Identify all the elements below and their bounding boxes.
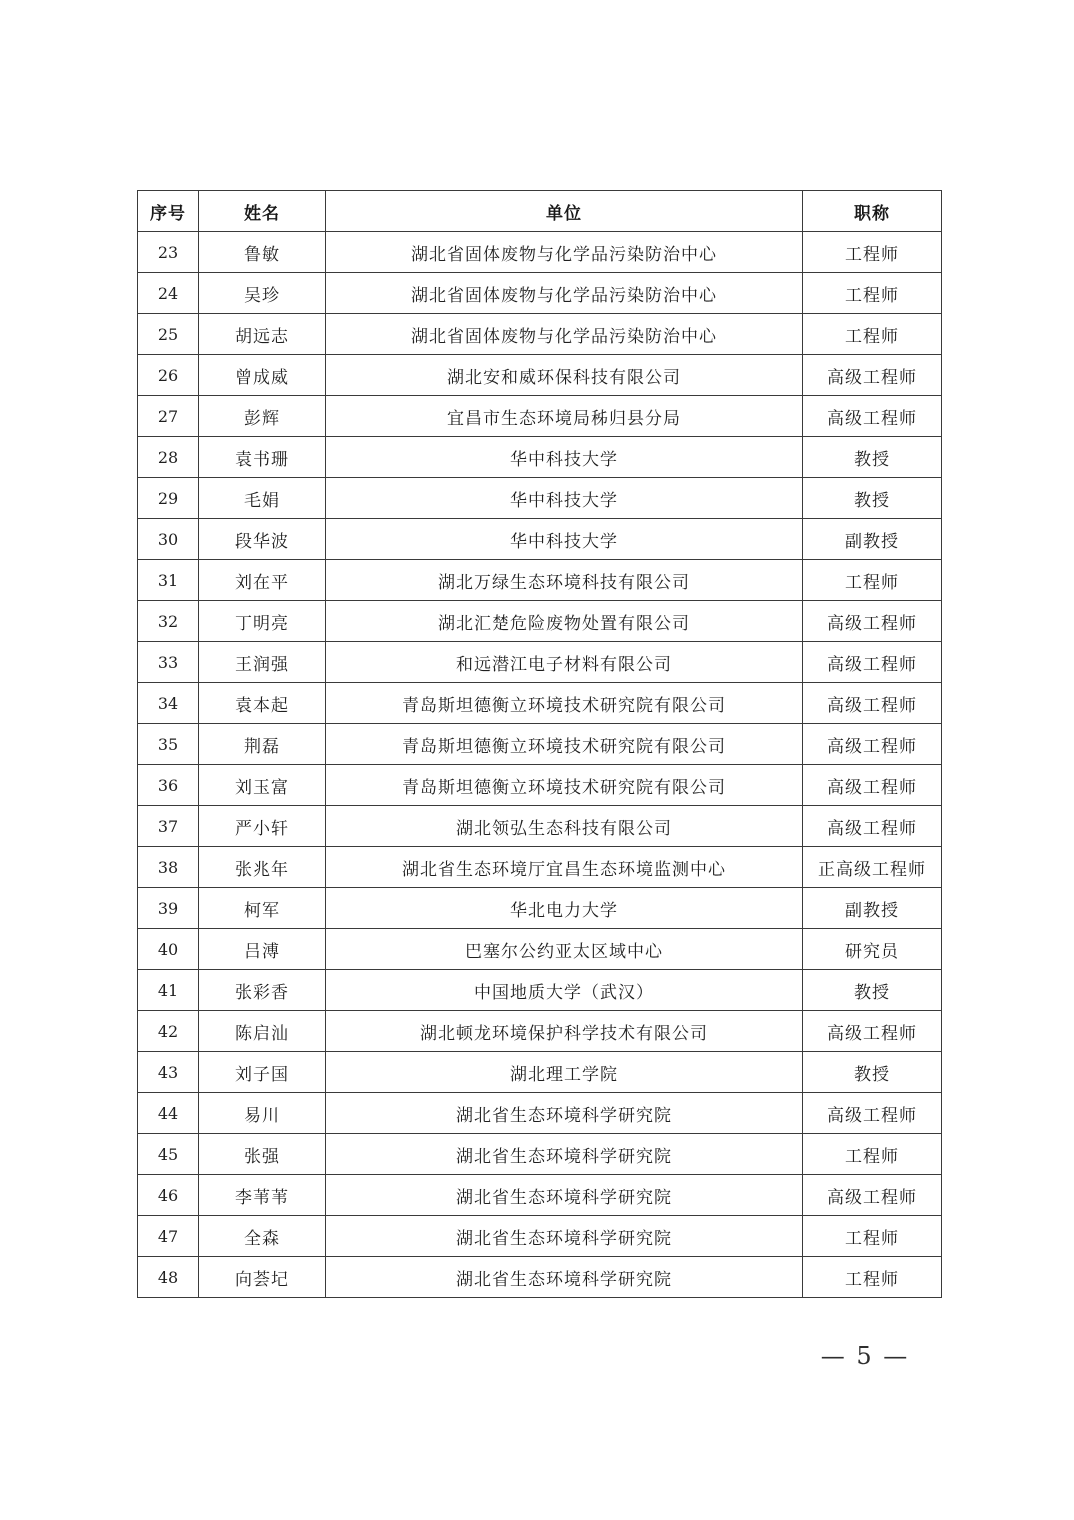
table-body <box>138 232 942 1298</box>
title-cell: 工程师 <box>803 560 942 601</box>
title-cell: 高级工程师 <box>803 601 942 642</box>
name-cell: 易川 <box>199 1093 326 1134</box>
title-cell: 副教授 <box>803 519 942 560</box>
title-cell: 副教授 <box>803 888 942 929</box>
serial-number-cell: 34 <box>138 683 199 724</box>
serial-number-cell: 37 <box>138 806 199 847</box>
serial-number-cell: 41 <box>138 970 199 1011</box>
organization-cell: 华中科技大学 <box>326 519 803 560</box>
title-cell: 教授 <box>803 478 942 519</box>
title-cell: 工程师 <box>803 1216 942 1257</box>
table-row <box>138 1011 942 1052</box>
serial-number-cell: 25 <box>138 314 199 355</box>
table-row <box>138 1134 942 1175</box>
table-row <box>138 1216 942 1257</box>
table-row <box>138 1093 942 1134</box>
title-cell: 工程师 <box>803 314 942 355</box>
title-cell: 正高级工程师 <box>803 847 942 888</box>
title-cell: 高级工程师 <box>803 1175 942 1216</box>
organization-cell: 青岛斯坦德衡立环境技术研究院有限公司 <box>326 765 803 806</box>
name-cell: 吕溥 <box>199 929 326 970</box>
name-cell: 张强 <box>199 1134 326 1175</box>
title-cell: 工程师 <box>803 1134 942 1175</box>
table-row <box>138 1175 942 1216</box>
organization-cell: 华中科技大学 <box>326 478 803 519</box>
serial-number-cell: 47 <box>138 1216 199 1257</box>
organization-cell: 湖北省生态环境科学研究院 <box>326 1257 803 1298</box>
name-cell: 张彩香 <box>199 970 326 1011</box>
table-row <box>138 478 942 519</box>
serial-number-cell: 45 <box>138 1134 199 1175</box>
name-cell: 张兆年 <box>199 847 326 888</box>
table-row <box>138 314 942 355</box>
serial-number-cell: 30 <box>138 519 199 560</box>
organization-cell: 青岛斯坦德衡立环境技术研究院有限公司 <box>326 683 803 724</box>
serial-number-cell: 31 <box>138 560 199 601</box>
serial-number-cell: 48 <box>138 1257 199 1298</box>
name-cell: 袁书珊 <box>199 437 326 478</box>
organization-cell: 湖北理工学院 <box>326 1052 803 1093</box>
table-row <box>138 724 942 765</box>
name-cell: 陈启汕 <box>199 1011 326 1052</box>
name-cell: 荆磊 <box>199 724 326 765</box>
table-row <box>138 355 942 396</box>
title-cell: 高级工程师 <box>803 642 942 683</box>
table-row <box>138 396 942 437</box>
title-cell: 工程师 <box>803 273 942 314</box>
header-title: 职称 <box>803 191 942 232</box>
name-cell: 柯军 <box>199 888 326 929</box>
table-row <box>138 888 942 929</box>
organization-cell: 中国地质大学（武汉） <box>326 970 803 1011</box>
name-cell: 刘子国 <box>199 1052 326 1093</box>
name-cell: 刘玉富 <box>199 765 326 806</box>
organization-cell: 湖北领弘生态科技有限公司 <box>326 806 803 847</box>
name-cell: 严小轩 <box>199 806 326 847</box>
table-row <box>138 683 942 724</box>
table-row <box>138 437 942 478</box>
organization-cell: 湖北省生态环境科学研究院 <box>326 1093 803 1134</box>
organization-cell: 湖北顿龙环境保护科学技术有限公司 <box>326 1011 803 1052</box>
organization-cell: 华北电力大学 <box>326 888 803 929</box>
table-header-row <box>138 191 942 232</box>
table-row <box>138 642 942 683</box>
serial-number-cell: 33 <box>138 642 199 683</box>
name-cell: 吴珍 <box>199 273 326 314</box>
organization-cell: 湖北省生态环境科学研究院 <box>326 1216 803 1257</box>
title-cell: 研究员 <box>803 929 942 970</box>
header-serial-number: 序号 <box>138 191 199 232</box>
serial-number-cell: 43 <box>138 1052 199 1093</box>
name-cell: 李苇苇 <box>199 1175 326 1216</box>
name-cell: 丁明亮 <box>199 601 326 642</box>
serial-number-cell: 39 <box>138 888 199 929</box>
table-row <box>138 929 942 970</box>
name-cell: 曾成威 <box>199 355 326 396</box>
serial-number-cell: 42 <box>138 1011 199 1052</box>
name-cell: 彭辉 <box>199 396 326 437</box>
title-cell: 高级工程师 <box>803 396 942 437</box>
title-cell: 高级工程师 <box>803 724 942 765</box>
organization-cell: 湖北省固体废物与化学品污染防治中心 <box>326 314 803 355</box>
name-cell: 向荟圮 <box>199 1257 326 1298</box>
organization-cell: 湖北省生态环境科学研究院 <box>326 1175 803 1216</box>
table-row <box>138 273 942 314</box>
serial-number-cell: 40 <box>138 929 199 970</box>
table-row <box>138 1052 942 1093</box>
title-cell: 高级工程师 <box>803 683 942 724</box>
title-cell: 高级工程师 <box>803 355 942 396</box>
table-row <box>138 601 942 642</box>
serial-number-cell: 46 <box>138 1175 199 1216</box>
name-cell: 段华波 <box>199 519 326 560</box>
table-row <box>138 970 942 1011</box>
organization-cell: 湖北省生态环境厅宜昌生态环境监测中心 <box>326 847 803 888</box>
page-number: — 5 — <box>820 1342 910 1370</box>
name-cell: 刘在平 <box>199 560 326 601</box>
title-cell: 教授 <box>803 970 942 1011</box>
header-name: 姓名 <box>199 191 326 232</box>
serial-number-cell: 35 <box>138 724 199 765</box>
table-row <box>138 1257 942 1298</box>
organization-cell: 华中科技大学 <box>326 437 803 478</box>
serial-number-cell: 36 <box>138 765 199 806</box>
table-row <box>138 765 942 806</box>
organization-cell: 巴塞尔公约亚太区域中心 <box>326 929 803 970</box>
name-cell: 袁本起 <box>199 683 326 724</box>
organization-cell: 湖北省固体废物与化学品污染防治中心 <box>326 232 803 273</box>
serial-number-cell: 24 <box>138 273 199 314</box>
header-organization: 单位 <box>326 191 803 232</box>
organization-cell: 湖北安和威环保科技有限公司 <box>326 355 803 396</box>
name-cell: 毛娟 <box>199 478 326 519</box>
roster-table <box>137 190 942 1298</box>
organization-cell: 湖北万绿生态环境科技有限公司 <box>326 560 803 601</box>
serial-number-cell: 28 <box>138 437 199 478</box>
table-row <box>138 519 942 560</box>
table-row <box>138 232 942 273</box>
organization-cell: 湖北省固体废物与化学品污染防治中心 <box>326 273 803 314</box>
name-cell: 鲁敏 <box>199 232 326 273</box>
organization-cell: 宜昌市生态环境局秭归县分局 <box>326 396 803 437</box>
serial-number-cell: 23 <box>138 232 199 273</box>
organization-cell: 青岛斯坦德衡立环境技术研究院有限公司 <box>326 724 803 765</box>
organization-cell: 湖北省生态环境科学研究院 <box>326 1134 803 1175</box>
name-cell: 全森 <box>199 1216 326 1257</box>
title-cell: 教授 <box>803 1052 942 1093</box>
title-cell: 工程师 <box>803 232 942 273</box>
title-cell: 工程师 <box>803 1257 942 1298</box>
table-row <box>138 847 942 888</box>
serial-number-cell: 29 <box>138 478 199 519</box>
serial-number-cell: 38 <box>138 847 199 888</box>
name-cell: 王润强 <box>199 642 326 683</box>
organization-cell: 湖北汇楚危险废物处置有限公司 <box>326 601 803 642</box>
organization-cell: 和远潜江电子材料有限公司 <box>326 642 803 683</box>
title-cell: 高级工程师 <box>803 1093 942 1134</box>
table-row <box>138 806 942 847</box>
table-row <box>138 560 942 601</box>
title-cell: 高级工程师 <box>803 1011 942 1052</box>
title-cell: 教授 <box>803 437 942 478</box>
serial-number-cell: 26 <box>138 355 199 396</box>
serial-number-cell: 32 <box>138 601 199 642</box>
name-cell: 胡远志 <box>199 314 326 355</box>
title-cell: 高级工程师 <box>803 806 942 847</box>
serial-number-cell: 44 <box>138 1093 199 1134</box>
serial-number-cell: 27 <box>138 396 199 437</box>
title-cell: 高级工程师 <box>803 765 942 806</box>
